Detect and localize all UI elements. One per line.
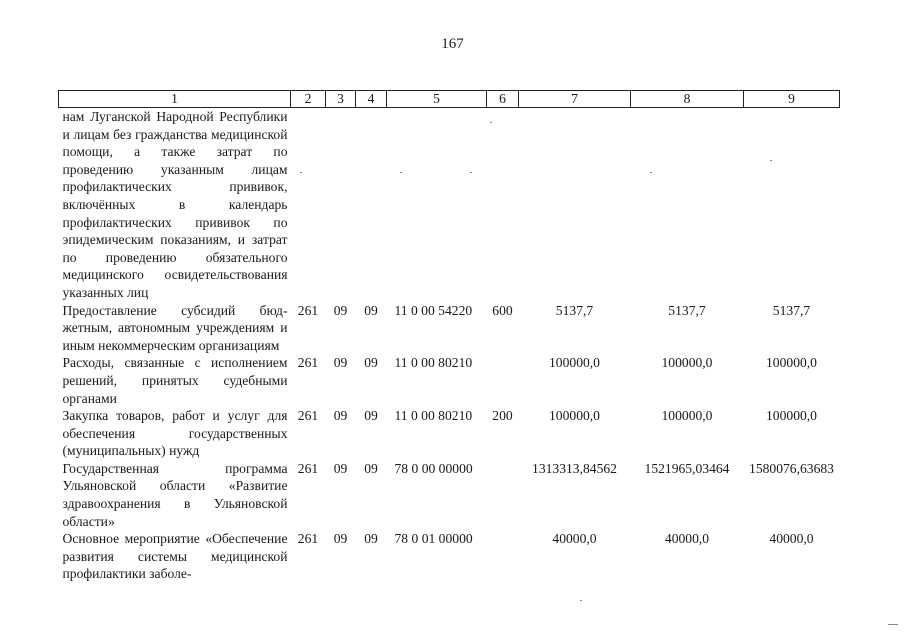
target-article-code: 11 0 00 54220 [394,302,473,318]
row-name: Закупка товаров, работ и услуг для обеспечения государственных (муниципальных) нужд [62,408,288,459]
amount-year-2: 1521965,03464 [644,460,730,476]
section-code: 09 [333,355,348,371]
amount-year-3: 5137,7 [772,302,811,318]
column-header: 4 [356,91,387,108]
expense-type-code: 200 [492,408,513,424]
section-code: 09 [333,302,348,318]
subsection-code: 09 [364,531,378,547]
column-header: 2 [291,91,326,108]
column-header: 7 [519,91,631,108]
scan-speck [650,172,652,173]
table-row [59,302,840,355]
scan-speck [490,122,492,123]
row-name: нам Луганской Народной Республики и лицам без гражданства медицинской помощи, а также затрат по проведению указанным лицам профилактических прививок, включённых в календарь профилактических прививок по эпидемическим показаниям, и затрат по проведению обязательного медицинского освидетельствования указанных лиц [62,109,288,300]
section-code: 09 [333,460,348,476]
page-number: 167 [441,36,464,52]
amount-year-1: 5137,7 [555,302,594,318]
ministry-code: 261 [297,531,319,547]
amount-year-2: 5137,7 [668,302,706,318]
subsection-code: 09 [364,408,378,424]
amount-year-3 [744,108,840,302]
table-row [59,354,840,407]
expense-type-code [487,354,519,407]
subsection-code: 09 [364,355,378,371]
target-article-code [387,108,487,302]
table-row [59,108,840,302]
amount-year-2 [631,108,744,302]
amount-year-2: 100000,0 [661,355,713,371]
ministry-code: 261 [297,460,319,476]
amount-year-3: 100000,0 [766,408,817,424]
scan-speck [770,160,772,161]
column-header: 9 [744,91,840,108]
row-name: Расходы, связанные с исполнением решений, принятых судебными органами [62,355,288,406]
section-code: 09 [333,531,348,547]
row-name: Основное мероприятие «Обеспечение развития системы медицинской профилактики заболе- [62,531,288,582]
amount-year-2: 100000,0 [661,408,713,424]
expense-type-code [487,460,519,530]
column-number-header-row [59,91,840,108]
column-header: 8 [631,91,744,108]
expense-type-code [487,108,519,302]
column-header: 1 [59,91,291,108]
amount-year-2: 40000,0 [664,531,710,547]
expense-type-code [487,530,519,583]
row-name: Предоставление субсидий бюджетным, автономным учреждениям и иным некоммерческим организациям [62,302,288,353]
column-header: 6 [487,91,519,108]
column-header: 3 [326,91,356,108]
subsection-code: 09 [364,460,378,476]
table-row [59,407,840,460]
row-name: Государственная программа Ульяновской области «Развитие здравоохранения в Ульяновской области» [62,460,288,529]
section-code: 09 [333,408,348,424]
scan-speck [400,172,402,173]
ministry-code: 261 [297,355,319,371]
subsection-code: 09 [364,302,378,318]
table-row [59,530,840,583]
table-row [59,460,840,530]
ministry-code: 261 [297,302,319,318]
target-article-code: 78 0 00 00000 [394,460,473,476]
amount-year-3: 1580076,63683 [749,460,834,476]
amount-year-1: 40000,0 [552,531,597,547]
amount-year-1: 100000,0 [549,408,600,424]
scan-speck [580,600,582,601]
scan-speck [888,624,898,625]
amount-year-1: 1313313,84562 [532,460,617,476]
target-article-code: 11 0 00 80210 [394,408,473,424]
target-article-code: 78 0 01 00000 [394,531,473,547]
amount-year-3: 40000,0 [769,531,814,547]
subsection-code [356,108,387,302]
budget-table [58,90,840,583]
ministry-code [291,108,326,302]
amount-year-1: 100000,0 [549,355,600,371]
ministry-code: 261 [297,408,319,424]
amount-year-1 [519,108,631,302]
target-article-code: 11 0 00 80210 [394,355,473,371]
section-code [326,108,356,302]
scan-speck [470,172,472,173]
scan-speck [300,172,302,173]
expense-type-code: 600 [492,302,513,318]
amount-year-3: 100000,0 [766,355,817,371]
column-header: 5 [387,91,487,108]
